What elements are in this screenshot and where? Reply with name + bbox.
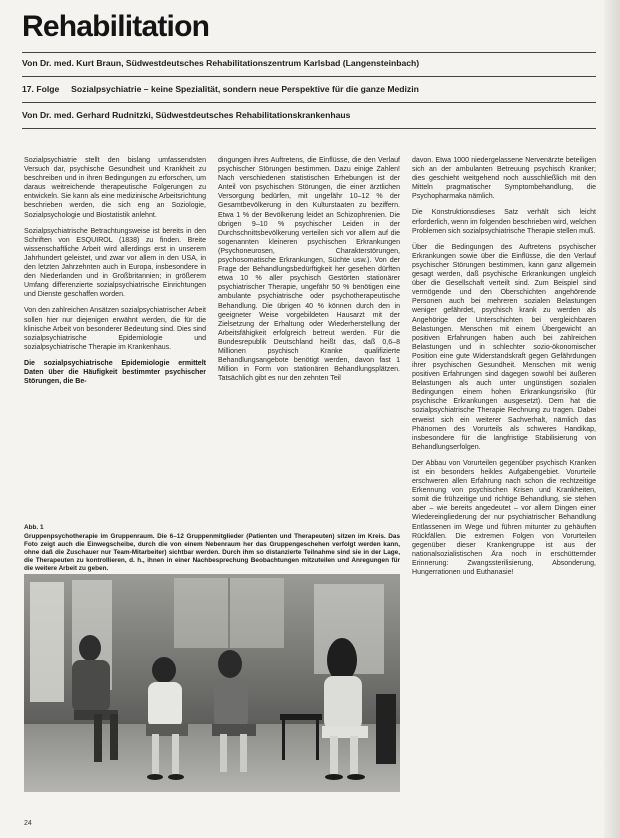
figure-label: Abb. 1 bbox=[24, 524, 44, 531]
page-edge-shadow bbox=[604, 0, 620, 838]
page-number: 24 bbox=[24, 820, 32, 827]
text-column-3 bbox=[412, 156, 596, 584]
text-column-2 bbox=[218, 156, 400, 390]
author-line-2: Von Dr. med. Gerhard Rudnitzki, Südwestdeutsches Rehabilitationskrankenhaus bbox=[22, 110, 351, 120]
paragraph: Sozialpsychiatrische Betrachtungsweise ist bereits in den Schriften von ESQUIROL (1838) zu finden. Breite wissenschaftliche Arbeit wird allerdings erst in unserem Jahrhundert geleistet, und zwar vor allem in den USA, in den letzten Jahrzehnten auch in Europa, insbesondere in den Niederlanden und in Großbritannien; in größerem Umfang differenzierte sozialpsychiatrische Einrichtungen und Dienste geschaffen worden. bbox=[24, 227, 206, 299]
paragraph: davon. Etwa 1000 niedergelassene Nervenärzte beteiligen sich an der ambulanten Betreuung psychisch Kranker; dies geschieht weitgehend noch ausschließlich mit den Mitteln pragmatischer Symptombehandlung, die Psychopharmaka nämlich. bbox=[412, 157, 596, 201]
paragraph: Über die Bedingungen des Auftretens psychischer Erkrankungen sowie über die Einflüsse, die den Verlauf psychischer Störungen bestimmen, kann ganz allgemein gesagt werden, daß psychische Erkrankungen ungleich über die Gesellschaft verteilt sind. Zum Beispiel sind vermögende und den Oberschichten angehörende Personen auch bei mehreren sozialen Belastungen weniger gefährdet, psychisch krank zu werden als Angehörige der Unterschichten bei vergleichbaren Belastungen. Menschen mit einem Übergewicht an positiven Erfahrungen haben auch bei zahlreichen Belastungen und in schlechter sozio-ökonomischer Position eine gute Widerstandskraft gegen Gefährdungen ihrer psychischen Gesundheit. Menschen mit wenig positiven Erfahrungen sind dagegen sowohl bei äußeren Belastungen als auch unter ungünstigen sozialen Bedingungen einem hohen Erkrankungsrisiko (für psychische Erkrankungen ausgesetzt). Dem hat die sozialpsychiatrische Therapie Rechnung zu tragen. Dabei erweist sich ein weiterer Sachverhalt, nämlich das Phänomen des Vorurteils als schweres Handikap, insbesondere für die langfristige Stabilisierung von Behandlungserfolgen. bbox=[412, 243, 596, 451]
rule-2 bbox=[22, 76, 596, 77]
rule-4 bbox=[22, 128, 596, 129]
paragraph: Von den zahlreichen Ansätzen sozialpsychiatrischer Arbeit sollen hier nur diejenigen erwähnt werden, die für die klinische Arbeit von besonderer Bedeutung sind. Dies sind sozialpsychiatrische Epidemiologie und sozialpsychiatrische Therapie im Krankenhaus. bbox=[24, 307, 206, 351]
paragraph: Der Abbau von Vorurteilen gegenüber psychisch Kranken ist ein besonders heikles Aufgabengebiet. Vorurteile erschweren allen Erfahrung nach schon die rechtzeitige Erkennung von psychischen Krisen und Krankheiten, somit die frühzeitige und richtige Behandlung, sie stehen aber – wie bereits angedeutet – vor allem Dingen einer Wiedereingliederung der nur psychiatrischer Behandlung Entlassenen im Wege und führen mitunter zu gehäuften Rückfällen. Die extremen Folgen von Vorurteilen gegenüber dieser Krankengruppe ist aus der nationalsozialistischen Ära noch in erschütternder Erinnerung: Zwangssterilisierung, Absonderung, Hungerrationen und Euthanasie! bbox=[412, 459, 596, 577]
series-line: 17. Folge Sozialpsychiatrie – keine Spezialität, sondern neue Perspektive für die ganze Medizin bbox=[22, 84, 419, 94]
paragraph: Die Konstruktionsdieses Satz verhält sich leicht erforderlich, wenn im folgenden beschrieben wird, welchen Problemen sich sozialpsychiatrische Therapie stellen muß. bbox=[412, 209, 596, 235]
paragraph: Sozialpsychiatrie stellt den bislang umfassendsten Versuch dar, psychische Gesundheit und Krankheit zu beschreiben und in ihren Bedingungen zu erforschen, um daraus weitreichende therapeutische Folgerungen zu entwickeln. Sie kann als eine medizinische Arbeitsrichtung beschrieben werden, die sich eng an Soziologie, Sozialpsychologie und Biostatistik anlehnt. bbox=[24, 157, 206, 219]
page-title: Rehabilitation bbox=[22, 10, 210, 43]
group-therapy-photo bbox=[24, 574, 400, 792]
figure-caption-text: Gruppenpsychotherapie im Gruppenraum. Die 6–12 Gruppenmitglieder (Patienten und Therapeuten) sitzen im Kreis. Das Foto zeigt auch die Einwegscheibe, durch die von einem Nebenraum her das Gruppengeschehen verfolgt werden kann, ohne daß die Zuschauer nur Team-Mitarbeiter) sichtbar werden. Durch ihm so distanzierte Teilnahme sind sie in der Lage, die Therapeuten zu kontrollieren, d. h., ihnen in einer Nachbesprechung Beobachtungen mitzuteilen und Anregungen für die weitere Arbeit zu geben. bbox=[24, 533, 400, 573]
text-column-1 bbox=[24, 156, 206, 393]
paragraph-bold-lead: Die sozialpsychiatrische Epidemiologie ermittelt Daten über die Häufigkeit bestimmter psychischer Störungen, die Be- bbox=[24, 359, 206, 386]
rule-3 bbox=[22, 102, 596, 103]
paragraph: dingungen ihres Auftretens, die Einflüsse, die den Verlauf psychischer Störungen bestimmen. Dazu einige Zahlen! Nach verschiedenen statistischen Erhebungen ist der Anteil von psychischen Störungen, die einer ärztlichen Versorgung bedürfen, mit ungefähr 10–12 % der Gesamtbevölkerung in den Kulturstaaten zu beziffern. Etwa 1 % der Bevölkerung leidet an Schizophrenien. Die übrigen 9–10 % psychischer Leiden in der Durchschnittsbevölkerung verteilen sich vor allem auf die sogenannten kleineren psychischen Erkrankungen (Psychoneurosen, Charakterstörungen, psychosomatische Erkrankungen, Süchte usw.). Von der Frage der Behandlungsbedürftigkeit her gesehen dürften etwa 10 % aller psychisch Gestörten stationärer psychiatrischer Therapie, ungefähr 50 % benötigen eine ambulante psychiatrische oder psychotherapeutische Behandlung. Die übrigen 40 % können durch den in geeigneter Weise vorgebildeten Hausarzt mit der Zielsetzung der Erhaltung oder Wiederherstellung der Arbeitsfähigkeit erfolgreich betreut werden. Für die Bundesrepublik Deutschland heißt das, daß 0,6–8 Millionen psychisch Kranke qualifizierte Behandlungsangebote benötigt werden, davon fast 1 Million in Form von stationären Behandlungsplätzen. Tatsächlich gibt es nur den zehnten Teil bbox=[218, 157, 400, 383]
rule-top bbox=[22, 52, 596, 53]
figure-caption bbox=[24, 524, 400, 574]
photo-illustration bbox=[24, 574, 400, 792]
author-line-1: Von Dr. med. Kurt Braun, Südwestdeutsches Rehabilitationszentrum Karlsbad (Langensteinbach) bbox=[22, 58, 420, 68]
